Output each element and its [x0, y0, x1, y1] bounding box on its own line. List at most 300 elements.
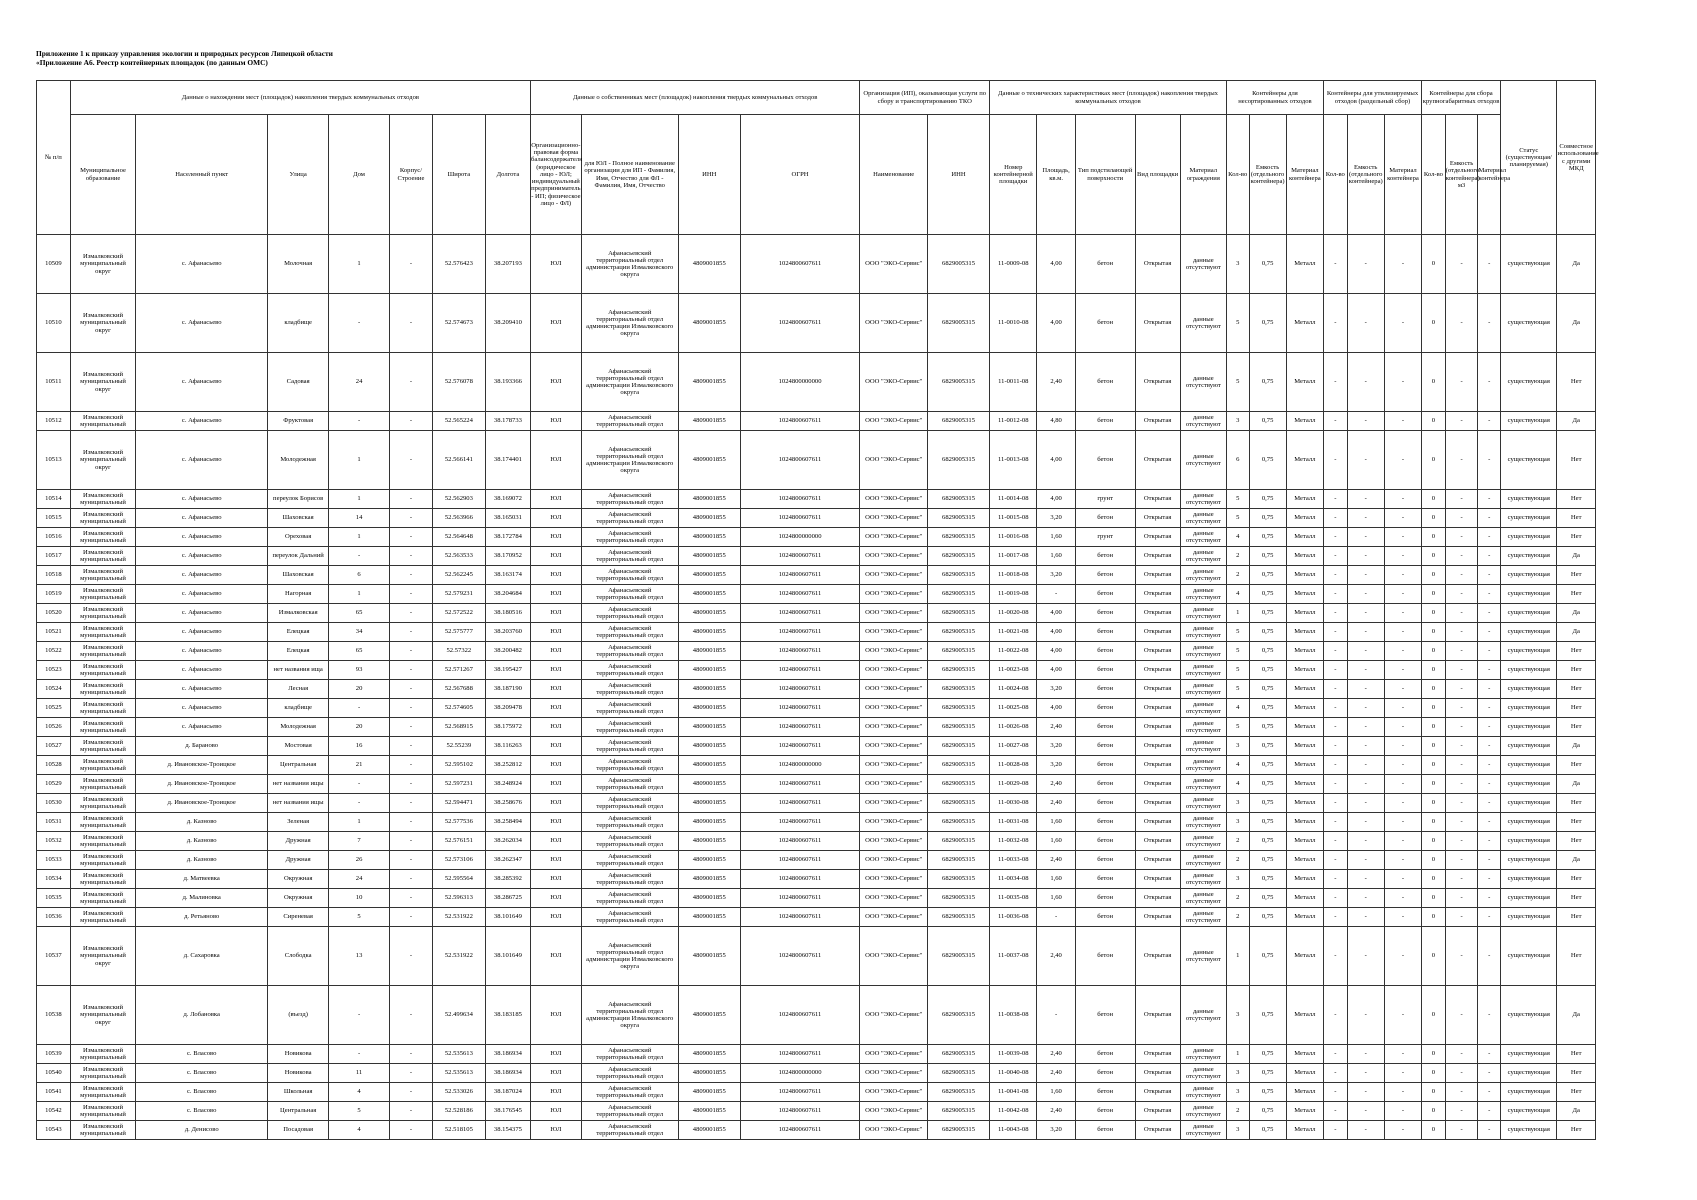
cell-ogrn: 1024800607611: [740, 1083, 860, 1102]
cell-status: существующая: [1501, 547, 1557, 566]
cell-lon: 38.258494: [485, 813, 530, 832]
cell-site-no: 11-0043-08: [990, 1121, 1037, 1140]
cell-b-qty: 0: [1422, 604, 1446, 623]
cell-r-qty: -: [1323, 699, 1347, 718]
cell-r-cap: -: [1347, 490, 1384, 509]
cell-kind: Открытая: [1135, 1064, 1180, 1083]
cell-area: 1,60: [1037, 528, 1075, 547]
cell-u-qty: 4: [1226, 585, 1249, 604]
cell-np: д. Ивановское-Троицкое: [136, 756, 268, 775]
cell-r-mat: -: [1384, 585, 1421, 604]
cell-lon: 38.258676: [485, 794, 530, 813]
cell-ogrn: 1024800607611: [740, 412, 860, 431]
cell-surface: бетон: [1075, 1102, 1135, 1121]
cell-r-qty: -: [1323, 604, 1347, 623]
cell-site-no: 11-0011-08: [990, 353, 1037, 412]
cell-u-cap: 0,75: [1249, 1102, 1286, 1121]
cell-site-no: 11-0015-08: [990, 509, 1037, 528]
cell-u-qty: 5: [1226, 718, 1249, 737]
cell-status: существующая: [1501, 870, 1557, 889]
cell-u-mat: Металл: [1286, 235, 1323, 294]
cell-mo: Измалковский муниципальный: [70, 1064, 135, 1083]
cell-mo: Измалковский муниципальный: [70, 509, 135, 528]
cell-b-qty: 0: [1422, 642, 1446, 661]
cell-b-qty: 0: [1422, 832, 1446, 851]
cell-house: 20: [329, 718, 390, 737]
cell-surface: бетон: [1075, 661, 1135, 680]
cell-np: с. Афанасьево: [136, 353, 268, 412]
cell-num: 10541: [37, 1083, 71, 1102]
cell-r-qty: -: [1323, 528, 1347, 547]
table-row: [37, 604, 1596, 623]
cell-b-mat: -: [1478, 1121, 1501, 1140]
cell-r-cap: -: [1347, 756, 1384, 775]
cell-num: 10540: [37, 1064, 71, 1083]
column-header: ОГРН: [740, 115, 860, 235]
cell-surface: бетон: [1075, 718, 1135, 737]
cell-status: существующая: [1501, 528, 1557, 547]
cell-street: Окружная: [268, 870, 329, 889]
cell-org: Афанасьевский территориальный отдел: [581, 661, 678, 680]
cell-site-no: 11-0034-08: [990, 870, 1037, 889]
cell-ogrn: 1024800607611: [740, 566, 860, 585]
cell-r-qty: -: [1323, 718, 1347, 737]
cell-b-cap: -: [1445, 431, 1478, 490]
cell-org: Афанасьевский территориальный отдел: [581, 412, 678, 431]
cell-street: Молочная: [268, 235, 329, 294]
cell-b-mat: -: [1478, 353, 1501, 412]
cell-org: Афанасьевский территориальный отдел администрации Измалковского округа: [581, 431, 678, 490]
column-header: Муниципальное образование: [70, 115, 135, 235]
cell-u-qty: 5: [1226, 623, 1249, 642]
cell-r-qty: -: [1323, 623, 1347, 642]
cell-surface: бетон: [1075, 509, 1135, 528]
cell-ogrn: 1024800000000: [740, 1064, 860, 1083]
cell-r-qty: -: [1323, 832, 1347, 851]
column-header: Кол-во: [1422, 115, 1446, 235]
cell-op-inn: 6829005315: [928, 353, 990, 412]
cell-u-cap: 0,75: [1249, 235, 1286, 294]
cell-site-no: 11-0031-08: [990, 813, 1037, 832]
cell-u-qty: 4: [1226, 756, 1249, 775]
cell-org: Афанасьевский территориальный отдел: [581, 490, 678, 509]
cell-num: 10528: [37, 756, 71, 775]
cell-u-cap: 0,75: [1249, 794, 1286, 813]
cell-street: Посадовая: [268, 1121, 329, 1140]
cell-mo: Измалковский муниципальный: [70, 528, 135, 547]
cell-b-qty: 0: [1422, 235, 1446, 294]
cell-mo: Измалковский муниципальный: [70, 1083, 135, 1102]
cell-mo: Измалковский муниципальный: [70, 718, 135, 737]
cell-b-qty: 0: [1422, 813, 1446, 832]
cell-b-mat: -: [1478, 889, 1501, 908]
cell-num: 10512: [37, 412, 71, 431]
cell-fence: данные отсутствуют: [1180, 889, 1226, 908]
cell-lat: 52.55239: [432, 737, 485, 756]
cell-num: 10515: [37, 509, 71, 528]
cell-mo: Измалковский муниципальный: [70, 832, 135, 851]
cell-house: 1: [329, 585, 390, 604]
cell-mo: Измалковский муниципальный: [70, 1045, 135, 1064]
cell-house: 21: [329, 756, 390, 775]
cell-inn: 4809001855: [678, 642, 740, 661]
cell-r-qty: -: [1323, 1083, 1347, 1102]
cell-shared: Нет: [1557, 794, 1596, 813]
cell-num: 10537: [37, 927, 71, 986]
cell-r-cap: -: [1347, 699, 1384, 718]
cell-fence: данные отсутствуют: [1180, 1121, 1226, 1140]
cell-kind: Открытая: [1135, 718, 1180, 737]
cell-kind: Открытая: [1135, 699, 1180, 718]
cell-street: Молодежная: [268, 431, 329, 490]
cell-area: 1,60: [1037, 889, 1075, 908]
table-row: [37, 1045, 1596, 1064]
cell-r-mat: -: [1384, 1045, 1421, 1064]
cell-kind: Открытая: [1135, 908, 1180, 927]
cell-area: 4,00: [1037, 604, 1075, 623]
cell-op-name: ООО "ЭКО-Сервис": [860, 585, 928, 604]
cell-u-cap: 0,75: [1249, 1064, 1286, 1083]
cell-kind: Открытая: [1135, 680, 1180, 699]
cell-lon: 38.175972: [485, 718, 530, 737]
column-header-row: [37, 115, 1596, 235]
cell-inn: 4809001855: [678, 1083, 740, 1102]
cell-u-qty: 3: [1226, 813, 1249, 832]
cell-num: 10535: [37, 889, 71, 908]
cell-surface: грунт: [1075, 528, 1135, 547]
cell-b-mat: -: [1478, 1045, 1501, 1064]
cell-u-qty: 4: [1226, 699, 1249, 718]
cell-form: ЮЛ: [530, 528, 581, 547]
cell-u-mat: Металл: [1286, 623, 1323, 642]
column-header: Вид площадки: [1135, 115, 1180, 235]
cell-r-cap: -: [1347, 737, 1384, 756]
cell-r-mat: -: [1384, 623, 1421, 642]
cell-op-inn: 6829005315: [928, 661, 990, 680]
cell-inn: 4809001855: [678, 737, 740, 756]
cell-form: ЮЛ: [530, 661, 581, 680]
cell-r-cap: -: [1347, 927, 1384, 986]
cell-np: с. Власово: [136, 1045, 268, 1064]
cell-surface: бетон: [1075, 412, 1135, 431]
cell-org: Афанасьевский территориальный отдел: [581, 1102, 678, 1121]
cell-surface: бетон: [1075, 832, 1135, 851]
cell-r-cap: -: [1347, 412, 1384, 431]
cell-b-mat: -: [1478, 813, 1501, 832]
cell-r-mat: -: [1384, 412, 1421, 431]
cell-op-name: ООО "ЭКО-Сервис": [860, 908, 928, 927]
cell-fence: данные отсутствуют: [1180, 1102, 1226, 1121]
cell-street: Зеленая: [268, 813, 329, 832]
cell-area: 3,20: [1037, 1121, 1075, 1140]
cell-b-cap: -: [1445, 832, 1478, 851]
cell-status: существующая: [1501, 509, 1557, 528]
cell-u-mat: Металл: [1286, 775, 1323, 794]
cell-street: Фруктовая: [268, 412, 329, 431]
cell-b-cap: -: [1445, 756, 1478, 775]
cell-b-mat: -: [1478, 775, 1501, 794]
cell-mo: Измалковский муниципальный: [70, 699, 135, 718]
table-row: [37, 547, 1596, 566]
cell-mo: Измалковский муниципальный: [70, 566, 135, 585]
cell-b-cap: -: [1445, 908, 1478, 927]
cell-lon: 38.193366: [485, 353, 530, 412]
cell-ogrn: 1024800607611: [740, 490, 860, 509]
cell-lat: 52.563966: [432, 509, 485, 528]
cell-u-mat: Металл: [1286, 1121, 1323, 1140]
cell-u-mat: Металл: [1286, 870, 1323, 889]
cell-house: 26: [329, 851, 390, 870]
cell-org: Афанасьевский территориальный отдел администрации Измалковского округа: [581, 353, 678, 412]
cell-house: 65: [329, 642, 390, 661]
cell-b-qty: 0: [1422, 566, 1446, 585]
document-title: [36, 49, 333, 67]
cell-np: с. Афанасьево: [136, 431, 268, 490]
cell-org: Афанасьевский территориальный отдел: [581, 1045, 678, 1064]
cell-site-no: 11-0024-08: [990, 680, 1037, 699]
cell-b-qty: 0: [1422, 756, 1446, 775]
cell-house: -: [329, 547, 390, 566]
cell-u-mat: Металл: [1286, 642, 1323, 661]
cell-op-inn: 6829005315: [928, 699, 990, 718]
cell-mo: Измалковский муниципальный: [70, 412, 135, 431]
cell-num: 10534: [37, 870, 71, 889]
cell-lon: 38.176545: [485, 1102, 530, 1121]
cell-surface: бетон: [1075, 775, 1135, 794]
cell-house: 24: [329, 870, 390, 889]
cell-area: 3,20: [1037, 566, 1075, 585]
cell-r-qty: -: [1323, 566, 1347, 585]
cell-site-no: 11-0019-08: [990, 585, 1037, 604]
cell-inn: 4809001855: [678, 680, 740, 699]
cell-street: нет названия ища: [268, 661, 329, 680]
cell-num: 10543: [37, 1121, 71, 1140]
cell-ogrn: 1024800607611: [740, 604, 860, 623]
cell-ogrn: 1024800607611: [740, 699, 860, 718]
cell-lon: 38.200482: [485, 642, 530, 661]
cell-b-qty: 0: [1422, 490, 1446, 509]
cell-r-mat: -: [1384, 813, 1421, 832]
cell-op-inn: 6829005315: [928, 680, 990, 699]
cell-kind: Открытая: [1135, 737, 1180, 756]
cell-u-mat: Металл: [1286, 1102, 1323, 1121]
cell-lon: 38.207193: [485, 235, 530, 294]
cell-np: с. Власово: [136, 1064, 268, 1083]
cell-shared: Нет: [1557, 832, 1596, 851]
cell-korp: -: [390, 1045, 433, 1064]
cell-mo: Измалковский муниципальный: [70, 775, 135, 794]
cell-kind: Открытая: [1135, 813, 1180, 832]
cell-surface: бетон: [1075, 870, 1135, 889]
cell-site-no: 11-0009-08: [990, 235, 1037, 294]
cell-form: ЮЛ: [530, 756, 581, 775]
cell-b-qty: 0: [1422, 908, 1446, 927]
cell-num: 10539: [37, 1045, 71, 1064]
cell-area: -: [1037, 908, 1075, 927]
cell-u-mat: Металл: [1286, 737, 1323, 756]
cell-mo: Измалковский муниципальный округ: [70, 986, 135, 1045]
cell-korp: -: [390, 294, 433, 353]
cell-area: -: [1037, 585, 1075, 604]
cell-korp: -: [390, 908, 433, 927]
cell-shared: Нет: [1557, 1064, 1596, 1083]
cell-org: Афанасьевский территориальный отдел: [581, 509, 678, 528]
cell-r-mat: -: [1384, 604, 1421, 623]
cell-lat: 52.596313: [432, 889, 485, 908]
cell-op-name: ООО "ЭКО-Сервис": [860, 718, 928, 737]
cell-u-mat: Металл: [1286, 908, 1323, 927]
cell-r-cap: -: [1347, 870, 1384, 889]
cell-kind: Открытая: [1135, 353, 1180, 412]
cell-org: Афанасьевский территориальный отдел: [581, 547, 678, 566]
cell-shared: Нет: [1557, 431, 1596, 490]
cell-r-cap: -: [1347, 889, 1384, 908]
cell-r-mat: -: [1384, 235, 1421, 294]
cell-r-mat: -: [1384, 490, 1421, 509]
cell-form: ЮЛ: [530, 412, 581, 431]
cell-kind: Открытая: [1135, 412, 1180, 431]
cell-kind: Открытая: [1135, 235, 1180, 294]
cell-org: Афанасьевский территориальный отдел: [581, 585, 678, 604]
cell-np: д. Ивановское-Троицкое: [136, 775, 268, 794]
cell-site-no: 11-0017-08: [990, 547, 1037, 566]
cell-org: Афанасьевский территориальный отдел: [581, 699, 678, 718]
cell-fence: данные отсутствуют: [1180, 794, 1226, 813]
cell-kind: Открытая: [1135, 509, 1180, 528]
cell-surface: бетон: [1075, 927, 1135, 986]
cell-korp: -: [390, 235, 433, 294]
cell-r-mat: -: [1384, 353, 1421, 412]
cell-form: ЮЛ: [530, 1121, 581, 1140]
cell-kind: Открытая: [1135, 1121, 1180, 1140]
cell-r-mat: -: [1384, 1102, 1421, 1121]
cell-shared: Да: [1557, 737, 1596, 756]
cell-b-cap: -: [1445, 775, 1478, 794]
cell-status: существующая: [1501, 294, 1557, 353]
cell-street: Мостовая: [268, 737, 329, 756]
cell-mo: Измалковский муниципальный: [70, 870, 135, 889]
cell-shared: Да: [1557, 623, 1596, 642]
cell-op-inn: 6829005315: [928, 1045, 990, 1064]
cell-b-qty: 0: [1422, 794, 1446, 813]
cell-b-mat: -: [1478, 1064, 1501, 1083]
cell-lon: 38.172784: [485, 528, 530, 547]
cell-np: с. Афанасьево: [136, 412, 268, 431]
cell-surface: бетон: [1075, 794, 1135, 813]
header-num: № п/п: [37, 81, 71, 235]
cell-u-mat: Металл: [1286, 986, 1323, 1045]
cell-r-qty: -: [1323, 1102, 1347, 1121]
cell-surface: бетон: [1075, 604, 1135, 623]
cell-u-cap: 0,75: [1249, 661, 1286, 680]
cell-status: существующая: [1501, 756, 1557, 775]
cell-r-cap: -: [1347, 604, 1384, 623]
cell-op-name: ООО "ЭКО-Сервис": [860, 412, 928, 431]
cell-house: 1: [329, 490, 390, 509]
cell-shared: Нет: [1557, 585, 1596, 604]
cell-op-inn: 6829005315: [928, 813, 990, 832]
cell-kind: Открытая: [1135, 1083, 1180, 1102]
cell-u-qty: 3: [1226, 1064, 1249, 1083]
cell-korp: -: [390, 680, 433, 699]
cell-street: Елецкая: [268, 623, 329, 642]
cell-lon: 38.165031: [485, 509, 530, 528]
cell-org: Афанасьевский территориальный отдел администрации Измалковского округа: [581, 927, 678, 986]
cell-status: существующая: [1501, 1083, 1557, 1102]
cell-inn: 4809001855: [678, 353, 740, 412]
column-header: Наименование: [860, 115, 928, 235]
cell-b-cap: -: [1445, 661, 1478, 680]
cell-b-mat: -: [1478, 547, 1501, 566]
cell-lon: 38.180516: [485, 604, 530, 623]
cell-b-mat: -: [1478, 1102, 1501, 1121]
cell-lon: 38.203760: [485, 623, 530, 642]
cell-u-mat: Металл: [1286, 1083, 1323, 1102]
cell-mo: Измалковский муниципальный: [70, 908, 135, 927]
cell-shared: Нет: [1557, 566, 1596, 585]
cell-fence: данные отсутствуют: [1180, 680, 1226, 699]
cell-ogrn: 1024800607611: [740, 680, 860, 699]
cell-fence: данные отсутствуют: [1180, 908, 1226, 927]
cell-inn: 4809001855: [678, 528, 740, 547]
cell-mo: Измалковский муниципальный: [70, 585, 135, 604]
cell-op-inn: 6829005315: [928, 756, 990, 775]
cell-shared: Нет: [1557, 528, 1596, 547]
cell-u-mat: Металл: [1286, 412, 1323, 431]
cell-u-qty: 3: [1226, 737, 1249, 756]
cell-surface: бетон: [1075, 699, 1135, 718]
title-line-1: Приложение 1 к приказу управления экологии и природных ресурсов Липецкой области: [36, 49, 333, 58]
column-header: Кол-во: [1226, 115, 1249, 235]
table-row: [37, 509, 1596, 528]
cell-status: существующая: [1501, 986, 1557, 1045]
cell-b-qty: 0: [1422, 623, 1446, 642]
cell-np: с. Афанасьево: [136, 235, 268, 294]
cell-status: существующая: [1501, 794, 1557, 813]
cell-form: ЮЛ: [530, 623, 581, 642]
cell-status: существующая: [1501, 927, 1557, 986]
cell-u-qty: 2: [1226, 566, 1249, 585]
cell-num: 10538: [37, 986, 71, 1045]
cell-num: 10525: [37, 699, 71, 718]
cell-lat: 52.563533: [432, 547, 485, 566]
cell-lat: 52.579231: [432, 585, 485, 604]
cell-korp: -: [390, 585, 433, 604]
cell-form: ЮЛ: [530, 353, 581, 412]
cell-site-no: 11-0013-08: [990, 431, 1037, 490]
table-row: [37, 642, 1596, 661]
cell-u-qty: 2: [1226, 832, 1249, 851]
cell-num: 10529: [37, 775, 71, 794]
cell-op-inn: 6829005315: [928, 235, 990, 294]
cell-r-qty: -: [1323, 585, 1347, 604]
cell-b-cap: -: [1445, 737, 1478, 756]
cell-ogrn: 1024800607611: [740, 851, 860, 870]
cell-korp: -: [390, 604, 433, 623]
cell-b-mat: -: [1478, 1083, 1501, 1102]
cell-ogrn: 1024800607611: [740, 509, 860, 528]
cell-ogrn: 1024800607611: [740, 870, 860, 889]
cell-np: с. Афанасьево: [136, 547, 268, 566]
cell-shared: Нет: [1557, 908, 1596, 927]
table-row: [37, 528, 1596, 547]
cell-inn: 4809001855: [678, 870, 740, 889]
cell-b-qty: 0: [1422, 737, 1446, 756]
cell-b-mat: -: [1478, 412, 1501, 431]
cell-ogrn: 1024800607611: [740, 718, 860, 737]
cell-surface: бетон: [1075, 756, 1135, 775]
cell-np: с. Афанасьево: [136, 718, 268, 737]
